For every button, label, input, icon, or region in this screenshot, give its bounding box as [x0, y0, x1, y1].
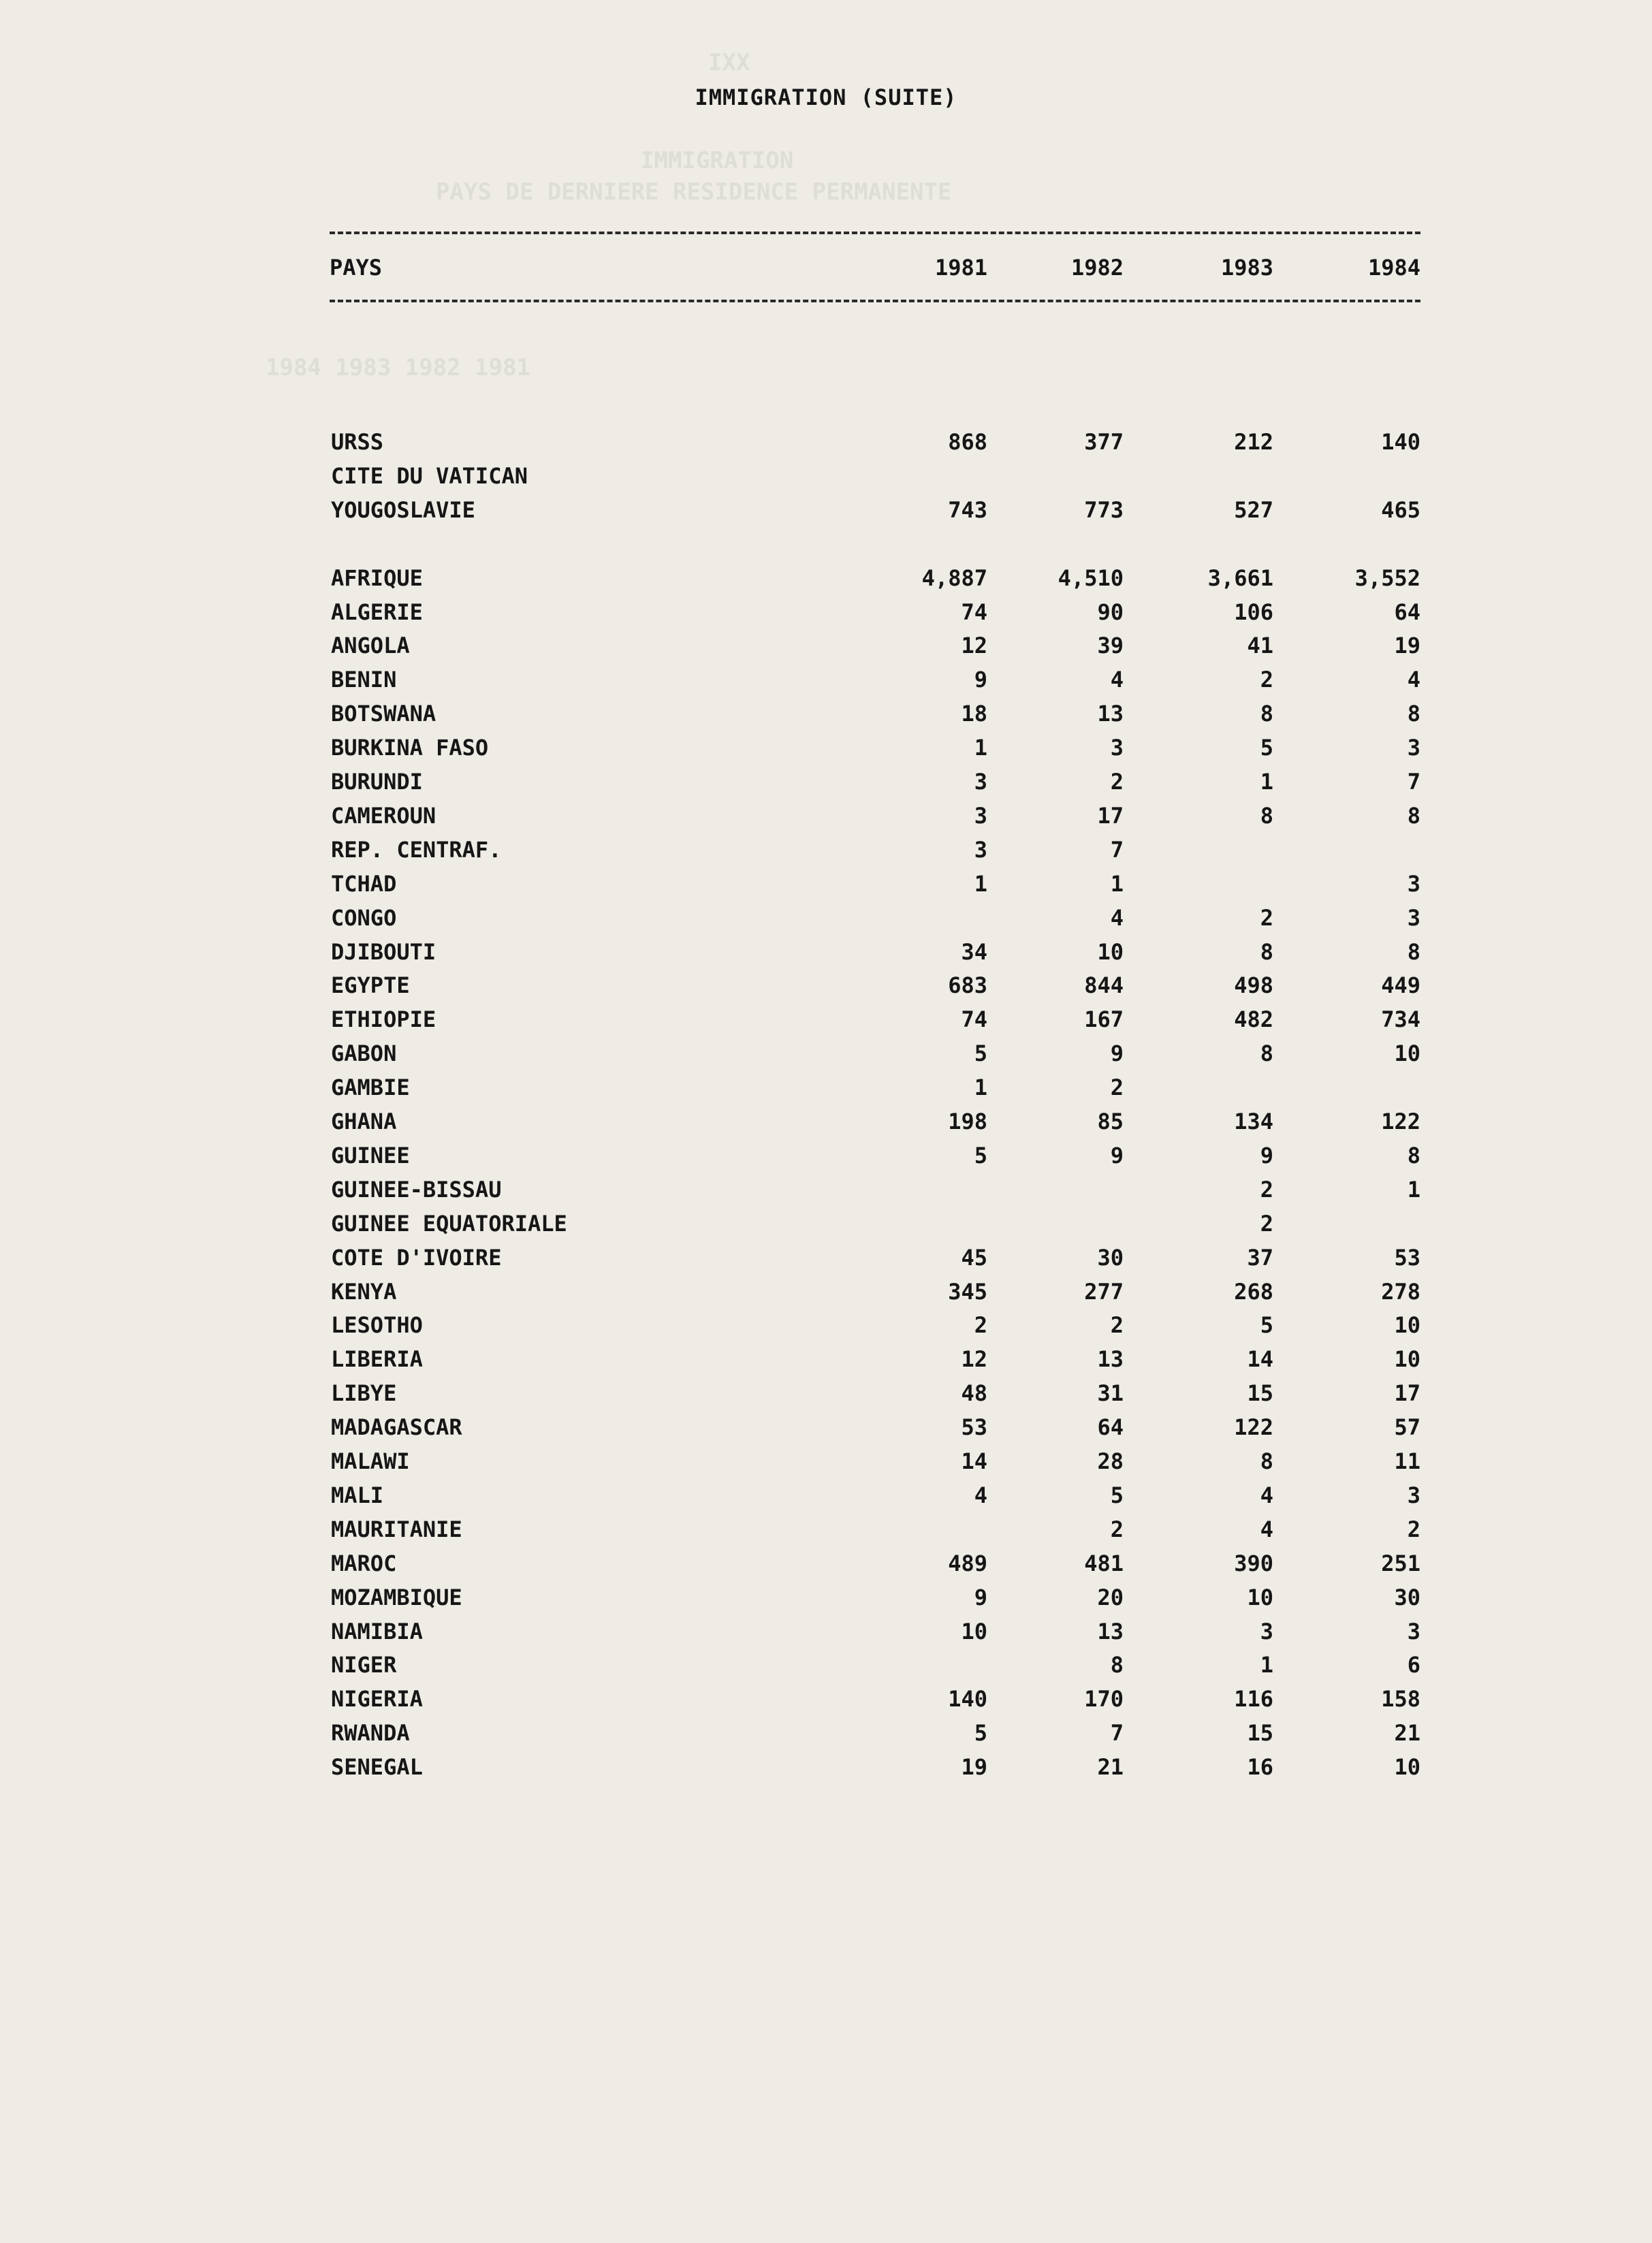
- value-1983: 16: [1247, 1754, 1273, 1781]
- value-1983: 4: [1260, 1516, 1273, 1542]
- value-1981: 683: [948, 972, 987, 999]
- table-row: [0, 1143, 1652, 1177]
- value-1984: 140: [1381, 429, 1420, 455]
- table-row: [0, 429, 1652, 463]
- table-row: [0, 1380, 1652, 1414]
- table-row: [0, 599, 1652, 633]
- country-name: CONGO: [331, 904, 397, 931]
- value-1982: 13: [1097, 1346, 1124, 1373]
- value-1981: 198: [948, 1109, 987, 1134]
- value-1984: 10: [1394, 1754, 1420, 1781]
- country-name: GHANA: [331, 1109, 397, 1134]
- value-1984: 158: [1381, 1686, 1420, 1713]
- value-1981: 345: [948, 1278, 987, 1305]
- country-name: REP. CENTRAF.: [331, 836, 502, 863]
- country-name: YOUGOSLAVIE: [331, 496, 475, 523]
- table-row-spacer: [0, 531, 1652, 565]
- value-1981: 4: [974, 1482, 987, 1508]
- value-1983: 1: [1260, 1652, 1273, 1679]
- value-1982: 277: [1084, 1278, 1124, 1305]
- value-1982: 21: [1097, 1754, 1124, 1781]
- value-1983: 2: [1260, 1176, 1273, 1203]
- value-1982: 2: [1110, 1312, 1124, 1339]
- table-row: [0, 497, 1652, 531]
- country-name: ALGERIE: [331, 599, 423, 625]
- value-1982: 28: [1097, 1448, 1124, 1474]
- country-name: BURKINA FASO: [331, 735, 489, 761]
- value-1982: 90: [1097, 599, 1124, 625]
- value-1983: 390: [1234, 1550, 1273, 1576]
- value-1983: 5: [1260, 1312, 1273, 1339]
- value-1983: 37: [1247, 1244, 1273, 1271]
- value-1983: 3,661: [1207, 564, 1273, 591]
- value-1981: 489: [948, 1550, 987, 1576]
- value-1981: 74: [961, 1006, 987, 1033]
- value-1984: 3: [1407, 1618, 1420, 1644]
- value-1984: 7: [1407, 769, 1420, 795]
- country-name: MAROC: [331, 1550, 397, 1576]
- value-1983: 14: [1247, 1346, 1273, 1373]
- country-name: MADAGASCAR: [331, 1414, 462, 1441]
- value-1982: 39: [1097, 633, 1124, 659]
- value-1982: 17: [1097, 802, 1124, 829]
- value-1982: 2: [1110, 1075, 1124, 1101]
- country-name: URSS: [331, 429, 384, 455]
- value-1982: 8: [1110, 1652, 1124, 1679]
- value-1983: 15: [1247, 1380, 1273, 1407]
- country-name: NAMIBIA: [331, 1618, 423, 1644]
- table-row: [0, 1245, 1652, 1279]
- table-row: [0, 803, 1652, 837]
- value-1982: 20: [1097, 1584, 1124, 1610]
- country-name: TCHAD: [331, 870, 397, 897]
- value-1984: 10: [1394, 1312, 1420, 1339]
- value-1984: 53: [1394, 1244, 1420, 1271]
- header-rule-bottom: [330, 300, 1420, 302]
- country-name: AFRIQUE: [331, 564, 423, 591]
- column-header-1983: 1983: [1220, 255, 1273, 281]
- value-1982: 2: [1110, 1516, 1124, 1542]
- value-1982: 30: [1097, 1244, 1124, 1271]
- value-1984: 1: [1407, 1176, 1420, 1203]
- value-1983: 498: [1234, 972, 1273, 999]
- country-name: COTE D'IVOIRE: [331, 1244, 502, 1271]
- value-1981: 4,887: [921, 564, 987, 591]
- value-1982: 170: [1084, 1686, 1124, 1713]
- country-name: BENIN: [331, 667, 397, 693]
- table-row: [0, 1516, 1652, 1550]
- table-row: [0, 1211, 1652, 1245]
- value-1981: 5: [974, 1142, 987, 1168]
- value-1983: 8: [1260, 701, 1273, 727]
- table-row: [0, 1109, 1652, 1143]
- table-row: [0, 871, 1652, 905]
- country-name: LIBERIA: [331, 1346, 423, 1373]
- country-name: ANGOLA: [331, 633, 410, 659]
- table-row: [0, 1652, 1652, 1686]
- value-1982: 377: [1084, 429, 1124, 455]
- value-1984: 8: [1407, 938, 1420, 965]
- column-header-country: PAYS: [330, 255, 383, 281]
- country-name: RWANDA: [331, 1720, 410, 1747]
- value-1983: 9: [1260, 1142, 1273, 1168]
- value-1984: 122: [1381, 1109, 1420, 1134]
- country-name: BOTSWANA: [331, 701, 436, 727]
- column-header-1984: 1984: [1367, 255, 1420, 281]
- table-row: [0, 1312, 1652, 1346]
- value-1983: 134: [1234, 1109, 1273, 1134]
- value-1981: 5: [974, 1720, 987, 1747]
- table-row: [0, 1550, 1652, 1585]
- value-1982: 773: [1084, 496, 1124, 523]
- value-1982: 4: [1110, 904, 1124, 931]
- show-through-ghost: 1984 1983 1982 1981: [266, 354, 530, 381]
- country-name: LESOTHO: [331, 1312, 423, 1339]
- value-1981: 48: [961, 1380, 987, 1407]
- value-1983: 2: [1260, 904, 1273, 931]
- value-1983: 212: [1234, 429, 1273, 455]
- value-1981: 12: [961, 1346, 987, 1373]
- value-1984: 3: [1407, 735, 1420, 761]
- value-1981: 140: [948, 1686, 987, 1713]
- country-name: MOZAMBIQUE: [331, 1584, 462, 1610]
- value-1983: 8: [1260, 1448, 1273, 1474]
- value-1981: 743: [948, 496, 987, 523]
- value-1984: 3: [1407, 1482, 1420, 1508]
- show-through-ghost: PAYS DE DERNIERE RESIDENCE PERMANENTE: [436, 178, 952, 206]
- value-1984: 449: [1381, 972, 1420, 999]
- value-1981: 74: [961, 599, 987, 625]
- value-1981: 9: [974, 667, 987, 693]
- country-name: DJIBOUTI: [331, 938, 436, 965]
- table-row: [0, 463, 1652, 497]
- country-name: LIBYE: [331, 1380, 397, 1407]
- value-1983: 2: [1260, 667, 1273, 693]
- value-1984: 30: [1394, 1584, 1420, 1610]
- country-name: GABON: [331, 1040, 397, 1067]
- value-1983: 8: [1260, 802, 1273, 829]
- value-1982: 481: [1084, 1550, 1124, 1576]
- table-row: [0, 1346, 1652, 1380]
- country-name: ETHIOPIE: [331, 1006, 436, 1033]
- value-1984: 278: [1381, 1278, 1420, 1305]
- table-row: [0, 1482, 1652, 1516]
- country-name: BURUNDI: [331, 769, 423, 795]
- value-1983: 268: [1234, 1278, 1273, 1305]
- table-row: [0, 939, 1652, 973]
- table-row: [0, 1686, 1652, 1720]
- value-1981: 18: [961, 701, 987, 727]
- table-row: [0, 1006, 1652, 1040]
- value-1982: 3: [1110, 735, 1124, 761]
- table-row: [0, 1414, 1652, 1448]
- value-1982: 10: [1097, 938, 1124, 965]
- value-1983: 4: [1260, 1482, 1273, 1508]
- show-through-ghost: IMMIGRATION: [640, 147, 794, 174]
- value-1984: 10: [1394, 1346, 1420, 1373]
- value-1981: 1: [974, 735, 987, 761]
- table-row: [0, 735, 1652, 769]
- show-through-ghost: IXX: [708, 49, 750, 76]
- country-name: CITE DU VATICAN: [331, 462, 528, 489]
- table-row: [0, 1585, 1652, 1619]
- value-1981: 1: [974, 870, 987, 897]
- value-1981: 3: [974, 836, 987, 863]
- value-1983: 116: [1234, 1686, 1273, 1713]
- table-row: [0, 1754, 1652, 1788]
- value-1981: 9: [974, 1584, 987, 1610]
- table-row: [0, 633, 1652, 667]
- value-1984: 3: [1407, 904, 1420, 931]
- column-header-1981: 1981: [934, 255, 987, 281]
- country-name: SENEGAL: [331, 1754, 423, 1781]
- column-header-1982: 1982: [1070, 255, 1124, 281]
- value-1984: 4: [1407, 667, 1420, 693]
- value-1981: 53: [961, 1414, 987, 1441]
- value-1982: 7: [1110, 1720, 1124, 1747]
- country-name: EGYPTE: [331, 972, 410, 999]
- value-1981: 2: [974, 1312, 987, 1339]
- country-name: GUINEE EQUATORIALE: [331, 1210, 567, 1237]
- value-1984: 10: [1394, 1040, 1420, 1067]
- value-1982: 31: [1097, 1380, 1124, 1407]
- value-1984: 734: [1381, 1006, 1420, 1033]
- value-1984: 3: [1407, 870, 1420, 897]
- value-1984: 8: [1407, 701, 1420, 727]
- value-1983: 8: [1260, 938, 1273, 965]
- value-1984: 64: [1394, 599, 1420, 625]
- value-1983: 122: [1234, 1414, 1273, 1441]
- value-1982: 1: [1110, 870, 1124, 897]
- table-row: [0, 972, 1652, 1006]
- value-1983: 8: [1260, 1040, 1273, 1067]
- value-1981: 5: [974, 1040, 987, 1067]
- value-1982: 13: [1097, 1618, 1124, 1644]
- value-1981: 10: [961, 1618, 987, 1644]
- value-1984: 8: [1407, 1142, 1420, 1168]
- table-row: [0, 1279, 1652, 1313]
- value-1984: 8: [1407, 802, 1420, 829]
- value-1982: 4,510: [1058, 564, 1124, 591]
- country-name: GAMBIE: [331, 1075, 410, 1101]
- value-1981: 1: [974, 1075, 987, 1101]
- table-row: [0, 1448, 1652, 1482]
- page-title: IMMIGRATION (SUITE): [695, 84, 957, 110]
- value-1982: 85: [1097, 1109, 1124, 1134]
- country-name: MALAWI: [331, 1448, 410, 1474]
- value-1982: 844: [1084, 972, 1124, 999]
- table-row: [0, 905, 1652, 939]
- value-1983: 527: [1234, 496, 1273, 523]
- value-1983: 106: [1234, 599, 1273, 625]
- value-1981: 45: [961, 1244, 987, 1271]
- value-1983: 482: [1234, 1006, 1273, 1033]
- value-1981: 14: [961, 1448, 987, 1474]
- value-1982: 167: [1084, 1006, 1124, 1033]
- table-row: [0, 769, 1652, 803]
- table-row: [0, 701, 1652, 735]
- value-1984: 57: [1394, 1414, 1420, 1441]
- value-1983: 10: [1247, 1584, 1273, 1610]
- value-1982: 64: [1097, 1414, 1124, 1441]
- table-row: [0, 1177, 1652, 1211]
- country-name: MALI: [331, 1482, 384, 1508]
- value-1982: 9: [1110, 1040, 1124, 1067]
- value-1982: 4: [1110, 667, 1124, 693]
- value-1983: 5: [1260, 735, 1273, 761]
- value-1984: 21: [1394, 1720, 1420, 1747]
- value-1984: 11: [1394, 1448, 1420, 1474]
- value-1982: 7: [1110, 836, 1124, 863]
- country-name: NIGER: [331, 1652, 397, 1679]
- value-1981: 3: [974, 769, 987, 795]
- table-row: [0, 565, 1652, 599]
- value-1984: 465: [1381, 496, 1420, 523]
- value-1984: 19: [1394, 633, 1420, 659]
- value-1983: 41: [1247, 633, 1273, 659]
- table-row: [0, 667, 1652, 701]
- value-1983: 15: [1247, 1720, 1273, 1747]
- value-1982: 13: [1097, 701, 1124, 727]
- value-1981: 19: [961, 1754, 987, 1781]
- table-row: [0, 837, 1652, 871]
- country-name: KENYA: [331, 1278, 397, 1305]
- country-name: MAURITANIE: [331, 1516, 462, 1542]
- country-name: CAMEROUN: [331, 802, 436, 829]
- value-1981: 3: [974, 802, 987, 829]
- value-1981: 12: [961, 633, 987, 659]
- table-row: [0, 1720, 1652, 1754]
- table-row: [0, 1619, 1652, 1653]
- value-1982: 5: [1110, 1482, 1124, 1508]
- country-name: GUINEE-BISSAU: [331, 1176, 502, 1203]
- header-rule-top: [330, 232, 1420, 234]
- value-1983: 3: [1260, 1618, 1273, 1644]
- table-row: [0, 1040, 1652, 1075]
- value-1983: 2: [1260, 1210, 1273, 1237]
- value-1981: 868: [948, 429, 987, 455]
- value-1984: 3,552: [1354, 564, 1420, 591]
- value-1984: 251: [1381, 1550, 1420, 1576]
- value-1984: 17: [1394, 1380, 1420, 1407]
- value-1982: 9: [1110, 1142, 1124, 1168]
- country-name: GUINEE: [331, 1142, 410, 1168]
- value-1981: 34: [961, 938, 987, 965]
- value-1984: 2: [1407, 1516, 1420, 1542]
- country-name: NIGERIA: [331, 1686, 423, 1713]
- value-1983: 1: [1260, 769, 1273, 795]
- value-1982: 2: [1110, 769, 1124, 795]
- value-1984: 6: [1407, 1652, 1420, 1679]
- table-row: [0, 1075, 1652, 1109]
